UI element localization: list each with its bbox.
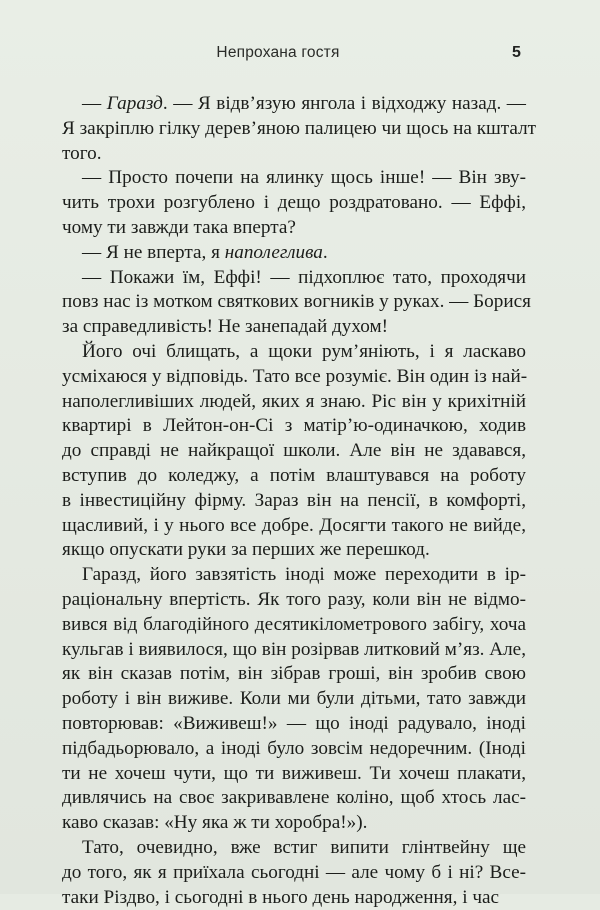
text-segment: дивлячись на своє закривавлене коліно, щоб хтось лас- bbox=[62, 787, 526, 808]
text-line bbox=[62, 489, 526, 514]
text-line bbox=[62, 662, 526, 687]
text-segment: повторював: «Виживеш!» — що іноді радувало, іноді bbox=[62, 713, 526, 734]
text-segment: чому ти завжди така вперта? bbox=[62, 217, 296, 238]
text-line bbox=[62, 340, 526, 365]
text-line bbox=[62, 538, 526, 563]
text-line bbox=[62, 92, 526, 117]
text-segment: ти не хочеш чути, що ти виживеш. Ти хочеш плакати, bbox=[62, 763, 526, 784]
text-segment: вився від благодійного десятикілометрового забігу, хоча bbox=[62, 614, 526, 635]
text-segment: чить трохи розгублено і дещо роздратовано. — Еффі, bbox=[62, 192, 526, 213]
text-segment: кульгав і виявилося, що він розірвав литковий м’яз. Але, bbox=[62, 639, 526, 660]
text-segment: за справедливість! Не занепадай духом! bbox=[62, 316, 388, 337]
text-segment: — Просто почепи на ялинку щось інше! — Він зву- bbox=[82, 167, 526, 188]
text-segment: Гаразд, його завзятість іноді може переходити в ір- bbox=[82, 564, 526, 585]
text-segment: до справді не найкращої школи. Але він не здавався, bbox=[62, 440, 526, 461]
text-segment: квартирі в Лейтон-он-Сі з матір’ю-одиначкою, ходив bbox=[62, 415, 526, 436]
text-line bbox=[62, 638, 526, 663]
text-line bbox=[62, 886, 526, 910]
italic-text: Гаразд bbox=[107, 93, 163, 114]
text-line bbox=[62, 117, 526, 142]
paragraph bbox=[62, 836, 526, 910]
text-line bbox=[62, 514, 526, 539]
text-segment: до того, як я приїхала сьогодні — але чому б і ні? Все- bbox=[62, 862, 526, 883]
paragraph bbox=[62, 241, 526, 266]
text-line bbox=[62, 266, 526, 291]
text-segment: . bbox=[323, 242, 328, 263]
text-segment: якщо опускати руки за перших же перешкод. bbox=[62, 539, 430, 560]
text-segment: Тато, очевидно, вже встиг випити глінтвейну ще bbox=[82, 837, 526, 858]
text-line bbox=[62, 588, 526, 613]
text-line bbox=[62, 191, 526, 216]
text-segment: як він сказав потім, він зібрав гроші, він зробив свою bbox=[62, 663, 526, 684]
paragraph bbox=[62, 563, 526, 836]
text-segment: — Я не вперта, я bbox=[82, 242, 225, 263]
text-line bbox=[62, 166, 526, 191]
text-segment: усміхаюся у відповідь. Тато все розуміє. Він один із най- bbox=[62, 366, 527, 387]
text-line bbox=[62, 241, 526, 266]
text-line bbox=[62, 414, 526, 439]
text-segment: — bbox=[82, 93, 107, 114]
text-line bbox=[62, 290, 526, 315]
text-segment: — Покажи їм, Еффі! — підхоплює тато, проходячи bbox=[82, 267, 526, 288]
text-line bbox=[62, 464, 526, 489]
body-text bbox=[62, 92, 526, 910]
text-line bbox=[62, 762, 526, 787]
paragraph bbox=[62, 266, 526, 340]
text-line bbox=[62, 613, 526, 638]
text-line bbox=[62, 142, 526, 167]
text-line bbox=[62, 216, 526, 241]
text-line bbox=[62, 712, 526, 737]
text-segment: щасливий, і у нього все добре. Досягти такого не вийде, bbox=[62, 515, 526, 536]
text-line bbox=[62, 563, 526, 588]
italic-text: наполеглива bbox=[225, 242, 323, 263]
text-segment: . — Я відв’язую янгола і відходжу назад. — bbox=[163, 93, 526, 114]
text-segment: наполегливіших людей, яких я знаю. Ріс він у крихітній bbox=[62, 391, 526, 412]
text-line bbox=[62, 737, 526, 762]
text-segment: Я закріплю гілку дерев’яною палицею чи щось на кшталт bbox=[62, 118, 536, 139]
text-line bbox=[62, 365, 526, 390]
text-line bbox=[62, 811, 526, 836]
text-segment: роботу і він виживе. Коли ми були дітьми, тато завжди bbox=[62, 688, 526, 709]
text-line bbox=[62, 390, 526, 415]
text-segment: в інвестиційну фірму. Зараз він на пенсії, в комфорті, bbox=[62, 490, 526, 511]
page-number: 5 bbox=[512, 44, 521, 62]
text-line bbox=[62, 315, 526, 340]
running-header bbox=[0, 44, 600, 66]
running-title: Непрохана гостя bbox=[0, 44, 556, 62]
text-segment: таки Різдво, і сьогодні в нього день народження, і час bbox=[62, 887, 499, 908]
text-segment: раціональну впертість. Як того разу, коли він не відмо- bbox=[62, 589, 526, 610]
text-line bbox=[62, 861, 526, 886]
text-line bbox=[62, 786, 526, 811]
text-segment: Його очі блищать, а щоки рум’яніють, і я ласкаво bbox=[82, 341, 526, 362]
paragraph bbox=[62, 340, 526, 563]
text-segment: підбадьорювало, а іноді було зовсім недоречним. (Іноді bbox=[62, 738, 526, 759]
text-line bbox=[62, 439, 526, 464]
paragraph bbox=[62, 166, 526, 240]
text-segment: вступив до коледжу, а потім влаштувався на роботу bbox=[62, 465, 526, 486]
paragraph bbox=[62, 92, 526, 166]
text-segment: каво сказав: «Ну яка ж ти хоробра!»). bbox=[62, 812, 367, 833]
text-segment: повз нас із мотком святкових вогників у руках. — Борися bbox=[62, 291, 531, 312]
text-line bbox=[62, 687, 526, 712]
text-segment: того. bbox=[62, 143, 102, 164]
text-line bbox=[62, 836, 526, 861]
